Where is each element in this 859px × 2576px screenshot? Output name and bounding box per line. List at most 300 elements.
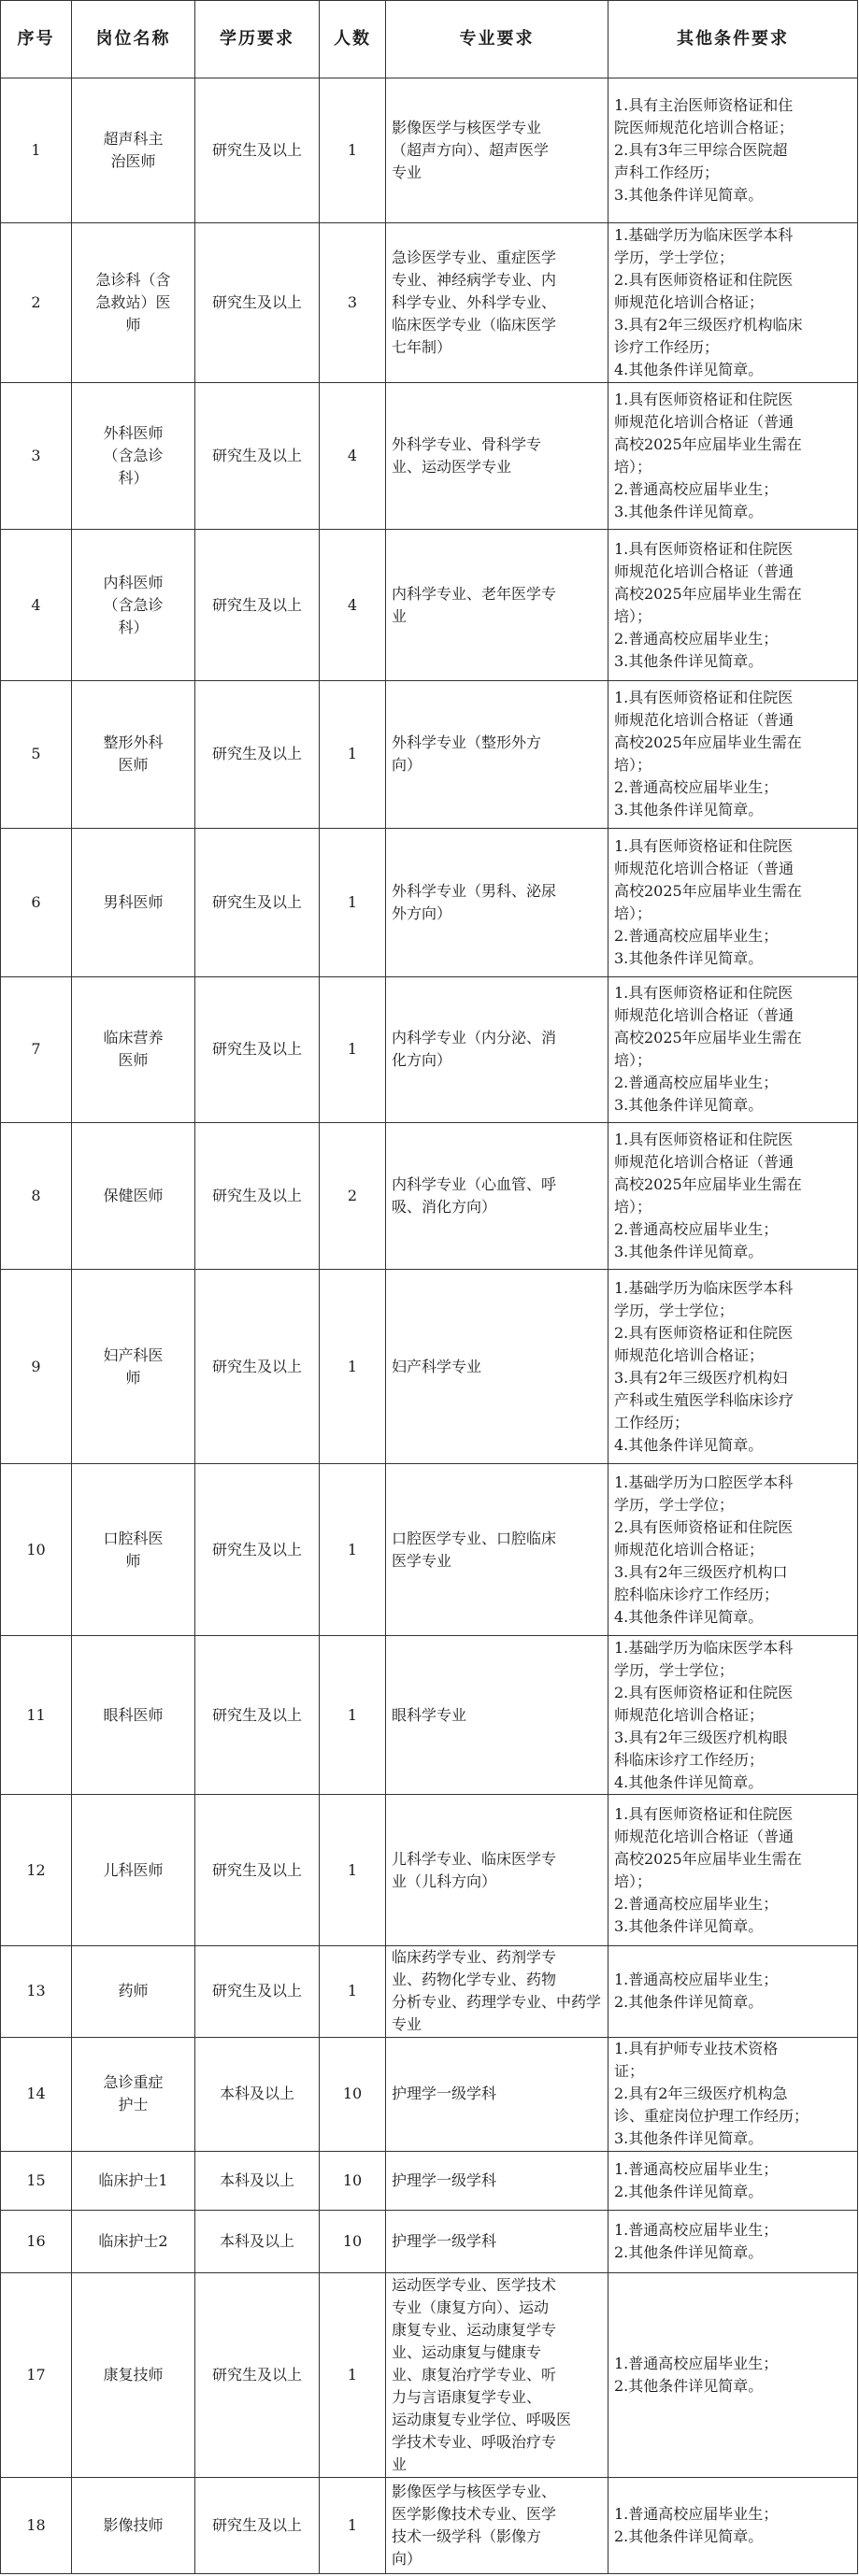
- other-line: 3.具有2年三级医疗机构口: [614, 1562, 788, 1581]
- major-requirement-cell: [386, 976, 608, 1122]
- other-line: 3.其他条件详见简章。: [614, 1916, 764, 1935]
- major-line: 分析专业、药理学专业、中药学: [392, 1993, 602, 2012]
- other-requirement-cell: [608, 2211, 858, 2273]
- post-line: 影像技师: [103, 2515, 164, 2534]
- other-requirement-cell: [608, 223, 858, 383]
- other-line: 高校2025年应届毕业生需在: [614, 1849, 802, 1868]
- other-line: 1.具有医师资格证和住院医: [614, 984, 794, 1003]
- post-line: 师: [125, 316, 141, 334]
- header-major: 专业要求: [386, 1, 608, 78]
- major-line: 专业、神经病学专业、内: [392, 271, 557, 290]
- other-line: 高校2025年应届毕业生需在: [614, 1175, 802, 1194]
- post-line: 医师: [118, 1051, 149, 1070]
- other-line: 2.其他条件详见简章。: [614, 2526, 764, 2545]
- major-line: 医学专业: [392, 1551, 452, 1570]
- post-line: 临床营养: [103, 1029, 164, 1047]
- headcount-cell: 10: [320, 2037, 386, 2151]
- other-line: 1.具有医师资格证和住院医: [614, 1804, 794, 1823]
- other-requirement-cell: [608, 680, 858, 828]
- education-cell: 研究生及以上: [195, 223, 320, 383]
- headcount-cell: 1: [320, 1635, 386, 1795]
- other-line: 2.具有医师资格证和住院医: [614, 1683, 794, 1701]
- major-requirement-cell: [386, 223, 608, 383]
- table-row: [1, 2037, 858, 2151]
- post-name-cell: [72, 530, 195, 680]
- headcount-cell: 1: [320, 1945, 386, 2037]
- major-requirement-cell: [386, 530, 608, 680]
- post-name-cell: [72, 1635, 195, 1795]
- other-line: 2.其他条件详见简章。: [614, 1993, 764, 2012]
- post-line: 男科医师: [103, 892, 164, 911]
- education-cell: 研究生及以上: [195, 1464, 320, 1636]
- other-line: 2.具有3年三甲综合医院超: [614, 141, 788, 160]
- post-name-cell: [72, 382, 195, 529]
- other-line: 培）；: [614, 1872, 652, 1890]
- education-cell: 研究生及以上: [195, 530, 320, 680]
- table-row: [1, 1270, 858, 1464]
- education-cell: 本科及以上: [195, 2151, 320, 2211]
- education-cell: 研究生及以上: [195, 382, 320, 529]
- other-requirement-cell: [608, 2151, 858, 2211]
- row-number-cell: 3: [1, 382, 72, 529]
- post-name-cell: [72, 1795, 195, 1945]
- row-number-cell: 16: [1, 2211, 72, 2273]
- major-line: 向）: [392, 2549, 422, 2568]
- other-requirement-cell: [608, 2273, 858, 2478]
- post-line: 眼科医师: [103, 1705, 164, 1724]
- major-requirement-cell: [386, 1945, 608, 2037]
- major-line: 技术一级学科（影像方: [392, 2526, 542, 2545]
- education-cell: 研究生及以上: [195, 976, 320, 1122]
- row-number-cell: 18: [1, 2477, 72, 2573]
- table-row: [1, 2273, 858, 2478]
- post-line: 护士: [118, 2096, 149, 2114]
- headcount-cell: 1: [320, 1795, 386, 1945]
- other-requirement-cell: [608, 1464, 858, 1636]
- post-line: 临床护士1: [98, 2171, 168, 2190]
- other-line: 2.普通高校应届毕业生；: [614, 926, 779, 945]
- headcount-cell: 1: [320, 1270, 386, 1464]
- table-row: [1, 1795, 858, 1945]
- major-requirement-cell: [386, 2211, 608, 2273]
- headcount-cell: 1: [320, 680, 386, 828]
- major-line: 学技术专业、呼吸治疗专: [392, 2432, 557, 2451]
- other-line: 师规范化培训合格证；: [614, 1705, 765, 1724]
- other-requirement-cell: [608, 976, 858, 1122]
- major-line: 吸、消化方向）: [392, 1198, 497, 1217]
- post-line: 整形外科: [103, 733, 164, 752]
- table-row: [1, 976, 858, 1122]
- education-cell: 研究生及以上: [195, 2477, 320, 2573]
- post-name-cell: [72, 1270, 195, 1464]
- major-line: 业、运动医学专业: [392, 458, 512, 477]
- other-line: 3.其他条件详见简章。: [614, 1096, 764, 1115]
- other-line: 师规范化培训合格证；: [614, 293, 765, 312]
- other-line: 产科或生殖医学科临床诊疗: [614, 1390, 795, 1409]
- major-line: 外方向）: [392, 904, 452, 922]
- post-name-cell: [72, 2211, 195, 2273]
- other-requirement-cell: [608, 530, 858, 680]
- other-line: 4.其他条件详见简章。: [614, 1607, 764, 1626]
- other-line: 2.其他条件详见简章。: [614, 2183, 764, 2201]
- post-line: 药师: [118, 1982, 149, 2000]
- other-line: 1.普通高校应届毕业生；: [614, 2160, 779, 2179]
- major-requirement-cell: [386, 1795, 608, 1945]
- row-number-cell: 14: [1, 2037, 72, 2151]
- post-line: 师: [125, 1368, 141, 1387]
- post-name-cell: [72, 1464, 195, 1636]
- post-line: 儿科医师: [103, 1860, 164, 1879]
- other-line: 2.具有医师资格证和住院医: [614, 1323, 794, 1342]
- major-requirement-cell: [386, 680, 608, 828]
- major-line: 影像医学与核医学专业、: [392, 2482, 557, 2500]
- major-line: 业: [392, 606, 408, 625]
- other-line: 2.普通高校应届毕业生；: [614, 778, 779, 797]
- major-line: 护理学一级学科: [392, 2171, 497, 2190]
- other-line: 3.其他条件详见简章。: [614, 801, 764, 819]
- other-line: 2.普通高校应届毕业生；: [614, 1894, 779, 1913]
- major-line: 化方向）: [392, 1051, 452, 1070]
- other-requirement-cell: [608, 1270, 858, 1464]
- other-line: 工作经历；: [614, 1413, 690, 1431]
- post-line: （含急诊: [103, 595, 164, 614]
- other-line: 高校2025年应届毕业生需在: [614, 1029, 802, 1047]
- other-line: 师规范化培训合格证（普通: [614, 711, 795, 730]
- major-requirement-cell: [386, 1270, 608, 1464]
- post-line: 治医师: [110, 152, 156, 171]
- major-line: 业（儿科方向）: [392, 1872, 497, 1890]
- other-line: 培）；: [614, 1051, 652, 1070]
- education-cell: 本科及以上: [195, 2037, 320, 2151]
- other-line: 3.其他条件详见简章。: [614, 948, 764, 967]
- other-requirement-cell: [608, 78, 858, 223]
- major-requirement-cell: [386, 2037, 608, 2151]
- post-name-cell: [72, 1945, 195, 2037]
- other-requirement-cell: [608, 1123, 858, 1270]
- row-number-cell: 15: [1, 2151, 72, 2211]
- other-requirement-cell: [608, 1795, 858, 1945]
- post-line: 口腔科医: [103, 1529, 164, 1547]
- table-row: [1, 829, 858, 976]
- other-line: 3.其他条件详见简章。: [614, 186, 764, 205]
- headcount-cell: 1: [320, 976, 386, 1122]
- other-line: 2.普通高校应届毕业生；: [614, 1220, 779, 1239]
- major-requirement-cell: [386, 78, 608, 223]
- row-number-cell: 12: [1, 1795, 72, 1945]
- row-number-cell: 7: [1, 976, 72, 1122]
- table-row: [1, 1123, 858, 1270]
- major-line: 内科学专业（心血管、呼: [392, 1175, 557, 1194]
- other-line: 2.具有2年三级医疗机构急: [614, 2085, 788, 2103]
- education-cell: 研究生及以上: [195, 78, 320, 223]
- other-line: 师规范化培训合格证（普通: [614, 859, 795, 877]
- major-line: 业、药物化学专业、药物: [392, 1971, 557, 1989]
- header-other: 其他条件要求: [608, 1, 858, 78]
- other-line: 科临床诊疗工作经历；: [614, 1750, 765, 1769]
- major-requirement-cell: [386, 1635, 608, 1795]
- table-row: [1, 1635, 858, 1795]
- major-line: 医学影像技术专业、医学: [392, 2504, 557, 2523]
- other-line: 1.基础学历为口腔医学本科: [614, 1473, 794, 1491]
- major-line: 临床医学专业（临床医学: [392, 316, 557, 334]
- row-number-cell: 4: [1, 530, 72, 680]
- other-line: 培）；: [614, 606, 652, 625]
- header-count: 人数: [320, 1, 386, 78]
- education-cell: 研究生及以上: [195, 1795, 320, 1945]
- table-row: [1, 680, 858, 828]
- table-row: [1, 78, 858, 223]
- post-line: 急救站）医: [95, 293, 171, 312]
- major-line: 外科学专业、骨科学专: [392, 435, 542, 454]
- post-name-cell: [72, 2273, 195, 2478]
- major-requirement-cell: [386, 382, 608, 529]
- other-line: 3.其他条件详见简章。: [614, 1243, 764, 1261]
- major-line: （超声方向）、超声医学: [392, 141, 550, 160]
- headcount-cell: 3: [320, 223, 386, 383]
- major-requirement-cell: [386, 2477, 608, 2573]
- major-line: 业: [392, 2455, 408, 2473]
- table-row: [1, 382, 858, 529]
- other-line: 高校2025年应届毕业生需在: [614, 584, 802, 603]
- other-line: 3.具有2年三级医疗机构临床: [614, 316, 803, 334]
- headcount-cell: 1: [320, 78, 386, 223]
- table-row: [1, 223, 858, 383]
- other-line: 3.其他条件详见简章。: [614, 503, 764, 521]
- post-name-cell: [72, 680, 195, 828]
- major-line: 护理学一级学科: [392, 2085, 497, 2103]
- post-line: 临床护士2: [98, 2232, 168, 2251]
- major-line: 妇产科学专业: [392, 1357, 482, 1375]
- row-number-cell: 17: [1, 2273, 72, 2478]
- row-number-cell: 5: [1, 680, 72, 828]
- post-line: 保健医师: [103, 1187, 164, 1205]
- table-row: [1, 1945, 858, 2037]
- major-line: 外科学专业（男科、泌尿: [392, 881, 557, 900]
- other-line: 1.普通高校应届毕业生；: [614, 2221, 779, 2240]
- other-line: 师规范化培训合格证（普通: [614, 562, 795, 580]
- major-line: 护理学一级学科: [392, 2232, 497, 2251]
- header-number: 序号: [1, 1, 72, 78]
- major-line: 专业: [392, 164, 422, 182]
- post-name-cell: [72, 2151, 195, 2211]
- other-line: 高校2025年应届毕业生需在: [614, 881, 802, 900]
- other-line: 师规范化培训合格证（普通: [614, 1827, 795, 1845]
- major-line: 康复专业、运动康复学专: [392, 2320, 557, 2339]
- major-line: 临床药学专业、药剂学专: [392, 1948, 557, 1967]
- headcount-cell: 2: [320, 1123, 386, 1270]
- major-line: 急诊医学专业、重症医学: [392, 249, 557, 267]
- post-line: 外科医师: [103, 424, 164, 443]
- other-line: 2.其他条件详见简章。: [614, 2243, 764, 2262]
- post-name-cell: [72, 78, 195, 223]
- post-line: （含急诊: [103, 447, 164, 465]
- other-line: 师规范化培训合格证（普通: [614, 413, 795, 432]
- post-name-cell: [72, 223, 195, 383]
- post-line: 医师: [118, 756, 149, 775]
- other-line: 2.其他条件详见简章。: [614, 2376, 764, 2395]
- education-cell: 研究生及以上: [195, 1945, 320, 2037]
- major-line: 运动医学专业、医学技术: [392, 2275, 557, 2294]
- other-line: 1.基础学历为临床医学本科: [614, 1278, 794, 1297]
- header-row: [1, 1, 858, 78]
- post-line: 超声科主: [103, 130, 164, 149]
- other-line: 学历，学士学位；: [614, 1495, 735, 1514]
- major-line: 眼科学专业: [392, 1705, 467, 1724]
- post-name-cell: [72, 829, 195, 976]
- other-line: 2.普通高校应届毕业生；: [614, 1074, 779, 1092]
- major-line: 儿科学专业、临床医学专: [392, 1849, 557, 1868]
- headcount-cell: 1: [320, 2273, 386, 2478]
- headcount-cell: 1: [320, 829, 386, 976]
- major-line: 业、运动康复与健康专: [392, 2342, 542, 2361]
- row-number-cell: 1: [1, 78, 72, 223]
- major-line: 向）: [392, 756, 422, 775]
- post-name-cell: [72, 976, 195, 1122]
- headcount-cell: 1: [320, 2477, 386, 2573]
- row-number-cell: 6: [1, 829, 72, 976]
- header-post: 岗位名称: [72, 1, 195, 78]
- other-line: 1.普通高校应届毕业生；: [614, 2354, 779, 2372]
- other-line: 3.其他条件详见简章。: [614, 2129, 764, 2148]
- major-line: 七年制）: [392, 338, 452, 357]
- education-cell: 研究生及以上: [195, 680, 320, 828]
- other-line: 2.具有医师资格证和住院医: [614, 271, 794, 290]
- other-line: 高校2025年应届毕业生需在: [614, 435, 802, 454]
- education-cell: 研究生及以上: [195, 2273, 320, 2478]
- other-line: 1.具有医师资格证和住院医: [614, 689, 794, 707]
- major-line: 业、康复治疗学专业、听: [392, 2365, 557, 2384]
- other-line: 4.其他条件详见简章。: [614, 1435, 764, 1454]
- row-number-cell: 13: [1, 1945, 72, 2037]
- other-line: 1.具有医师资格证和住院医: [614, 391, 794, 409]
- header-education: 学历要求: [195, 1, 320, 78]
- post-line: 妇产科医: [103, 1345, 164, 1364]
- major-line: 科学专业、外科学专业、: [392, 293, 557, 312]
- other-line: 学历，学士学位；: [614, 1660, 735, 1679]
- post-line: 师: [125, 1551, 141, 1570]
- other-line: 师规范化培训合格证；: [614, 1540, 765, 1558]
- row-number-cell: 11: [1, 1635, 72, 1795]
- other-line: 高校2025年应届毕业生需在: [614, 733, 802, 752]
- headcount-cell: 4: [320, 530, 386, 680]
- major-line: 专业（康复方向）、运动: [392, 2298, 550, 2316]
- other-line: 师规范化培训合格证（普通: [614, 1153, 795, 1172]
- headcount-cell: 10: [320, 2211, 386, 2273]
- major-line: 力与言语康复学专业、: [392, 2387, 542, 2406]
- table-row: [1, 530, 858, 680]
- major-line: 专业: [392, 2015, 422, 2034]
- row-number-cell: 8: [1, 1123, 72, 1270]
- other-requirement-cell: [608, 1635, 858, 1795]
- major-requirement-cell: [386, 829, 608, 976]
- major-requirement-cell: [386, 1123, 608, 1270]
- major-requirement-cell: [386, 2273, 608, 2478]
- major-line: 外科学专业（整形外方: [392, 733, 542, 752]
- other-requirement-cell: [608, 1945, 858, 2037]
- other-line: 2.普通高校应届毕业生；: [614, 480, 779, 499]
- other-line: 培）；: [614, 756, 652, 775]
- major-requirement-cell: [386, 2151, 608, 2211]
- row-number-cell: 2: [1, 223, 72, 383]
- table-row: [1, 1464, 858, 1636]
- other-line: 1.具有主治医师资格证和住: [614, 96, 794, 115]
- other-line: 院医师规范化培训合格证；: [614, 119, 795, 137]
- other-line: 1.具有医师资格证和住院医: [614, 1131, 794, 1149]
- other-line: 培）；: [614, 1198, 652, 1217]
- major-line: 内科学专业（内分泌、消: [392, 1029, 557, 1047]
- table-row: [1, 2151, 858, 2211]
- post-line: 科）: [118, 618, 149, 636]
- headcount-cell: 1: [320, 1464, 386, 1636]
- post-name-cell: [72, 1123, 195, 1270]
- other-line: 培）；: [614, 458, 652, 477]
- other-line: 3.具有2年三级医疗机构妇: [614, 1368, 788, 1387]
- other-line: 3.其他条件详见简章。: [614, 651, 764, 670]
- post-line: 科）: [118, 469, 149, 488]
- major-line: 内科学专业、老年医学专: [392, 584, 557, 603]
- major-line: 口腔医学专业、口腔临床: [392, 1529, 557, 1547]
- other-line: 3.具有2年三级医疗机构眼: [614, 1728, 788, 1746]
- table-row: [1, 2211, 858, 2273]
- education-cell: 研究生及以上: [195, 829, 320, 976]
- other-line: 4.其他条件详见简章。: [614, 361, 764, 379]
- other-line: 学历，学士学位；: [614, 1301, 735, 1319]
- major-requirement-cell: [386, 1464, 608, 1636]
- education-cell: 研究生及以上: [195, 1123, 320, 1270]
- other-line: 师规范化培训合格证（普通: [614, 1006, 795, 1025]
- education-cell: 研究生及以上: [195, 1270, 320, 1464]
- post-line: 康复技师: [103, 2365, 164, 2384]
- education-cell: 研究生及以上: [195, 1635, 320, 1795]
- other-line: 1.具有医师资格证和住院医: [614, 836, 794, 855]
- other-line: 1.基础学历为临床医学本科: [614, 1638, 794, 1657]
- post-line: 急诊科（含: [95, 271, 171, 290]
- other-line: 证；: [614, 2062, 645, 2081]
- other-line: 腔科临床诊疗工作经历；: [614, 1585, 780, 1603]
- other-line: 1.具有医师资格证和住院医: [614, 539, 794, 558]
- other-line: 4.其他条件详见简章。: [614, 1772, 764, 1791]
- education-cell: 本科及以上: [195, 2211, 320, 2273]
- post-name-cell: [72, 2477, 195, 2573]
- post-line: 内科医师: [103, 573, 164, 591]
- headcount-cell: 4: [320, 382, 386, 529]
- post-line: 急诊重症: [103, 2073, 164, 2092]
- table-row: [1, 2477, 858, 2573]
- other-requirement-cell: [608, 829, 858, 976]
- other-line: 1.普通高校应届毕业生；: [614, 1971, 779, 1989]
- other-requirement-cell: [608, 2477, 858, 2573]
- other-line: 1.普通高校应届毕业生；: [614, 2504, 779, 2523]
- other-line: 学历，学士学位；: [614, 249, 735, 267]
- other-line: 1.基础学历为临床医学本科: [614, 226, 794, 245]
- other-line: 培）；: [614, 904, 652, 922]
- headcount-cell: 10: [320, 2151, 386, 2211]
- other-line: 2.普通高校应届毕业生；: [614, 629, 779, 648]
- other-requirement-cell: [608, 382, 858, 529]
- other-requirement-cell: [608, 2037, 858, 2151]
- row-number-cell: 10: [1, 1464, 72, 1636]
- row-number-cell: 9: [1, 1270, 72, 1464]
- other-line: 诊疗工作经历；: [614, 338, 720, 357]
- major-line: 运动康复专业学位、呼吸医: [392, 2410, 572, 2428]
- other-line: 2.具有医师资格证和住院医: [614, 1517, 794, 1536]
- other-line: 师规范化培训合格证；: [614, 1345, 765, 1364]
- post-name-cell: [72, 2037, 195, 2151]
- other-line: 声科工作经历；: [614, 164, 720, 182]
- major-line: 影像医学与核医学专业: [392, 119, 542, 137]
- other-line: 1.具有护师专业技术资格: [614, 2040, 779, 2058]
- other-line: 诊、重症岗位护理工作经历；: [614, 2107, 809, 2126]
